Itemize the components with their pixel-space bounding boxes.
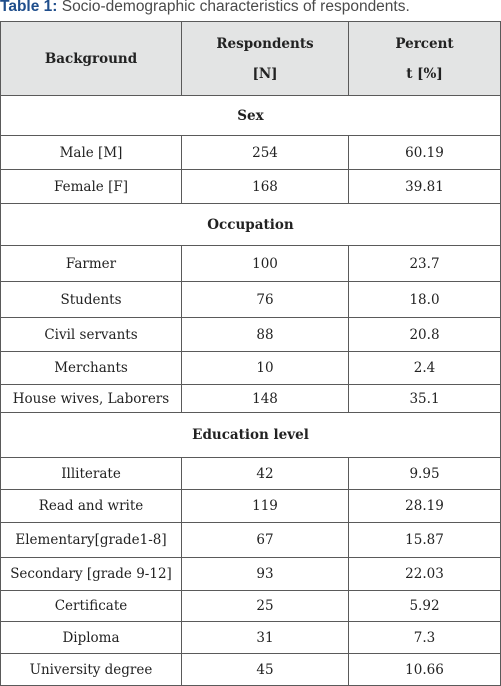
row-percent: 23.7 <box>349 246 501 282</box>
row-percent: 28.19 <box>349 490 501 523</box>
demographics-table <box>0 21 501 686</box>
table-row <box>1 523 501 558</box>
table-row <box>1 136 501 170</box>
table-row <box>1 318 501 352</box>
section-title-sex: Sex <box>1 96 501 136</box>
table-caption <box>0 0 501 17</box>
row-label: Read and write <box>1 490 182 523</box>
caption-label: Table 1: <box>0 0 58 15</box>
row-label: Merchants <box>1 352 182 385</box>
row-percent: 15.87 <box>349 523 501 558</box>
section-title-education: Education level <box>1 413 501 458</box>
table-row <box>1 385 501 413</box>
row-respondents: 254 <box>182 136 349 170</box>
header-row <box>1 22 501 96</box>
header-respondents-line1: Respondents <box>216 35 314 52</box>
row-percent: 9.95 <box>349 458 501 490</box>
row-respondents: 31 <box>182 622 349 654</box>
section-title-occupation: Occupation <box>1 204 501 246</box>
row-respondents: 119 <box>182 490 349 523</box>
row-percent: 7.3 <box>349 622 501 654</box>
caption-text: Socio-demographic characteristics of respondents. <box>57 0 410 15</box>
row-percent: 2.4 <box>349 352 501 385</box>
row-respondents: 10 <box>182 352 349 385</box>
header-percent-line2: t [%] <box>406 65 443 82</box>
table-row <box>1 622 501 654</box>
table-row <box>1 558 501 591</box>
header-respondents-line2: [N] <box>252 65 278 82</box>
row-label: House wives, Laborers <box>1 385 182 413</box>
row-label: Elementary[grade1-8] <box>1 523 182 558</box>
row-respondents: 93 <box>182 558 349 591</box>
table-row <box>1 170 501 204</box>
row-percent: 60.19 <box>349 136 501 170</box>
row-respondents: 148 <box>182 385 349 413</box>
row-label: Farmer <box>1 246 182 282</box>
row-label: Female [F] <box>1 170 182 204</box>
row-percent: 39.81 <box>349 170 501 204</box>
row-percent: 22.03 <box>349 558 501 591</box>
header-percent <box>349 22 501 96</box>
row-respondents: 168 <box>182 170 349 204</box>
table-row <box>1 352 501 385</box>
header-background: Background <box>1 22 182 96</box>
table-row <box>1 591 501 622</box>
row-percent: 18.0 <box>349 282 501 318</box>
table-row <box>1 246 501 282</box>
header-respondents <box>182 22 349 96</box>
row-respondents: 76 <box>182 282 349 318</box>
row-respondents: 42 <box>182 458 349 490</box>
table-row <box>1 654 501 686</box>
row-label: Civil servants <box>1 318 182 352</box>
row-label: Certificate <box>1 591 182 622</box>
header-percent-line1: Percent <box>395 35 454 52</box>
row-respondents: 88 <box>182 318 349 352</box>
row-percent: 35.1 <box>349 385 501 413</box>
table-row <box>1 282 501 318</box>
row-label: Students <box>1 282 182 318</box>
row-label: University degree <box>1 654 182 686</box>
table-row <box>1 490 501 523</box>
row-label: Male [M] <box>1 136 182 170</box>
row-label: Secondary [grade 9-12] <box>1 558 182 591</box>
table-row <box>1 458 501 490</box>
row-respondents: 67 <box>182 523 349 558</box>
row-respondents: 100 <box>182 246 349 282</box>
row-respondents: 45 <box>182 654 349 686</box>
row-respondents: 25 <box>182 591 349 622</box>
row-label: Diploma <box>1 622 182 654</box>
row-percent: 20.8 <box>349 318 501 352</box>
row-percent: 5.92 <box>349 591 501 622</box>
row-percent: 10.66 <box>349 654 501 686</box>
row-label: Illiterate <box>1 458 182 490</box>
